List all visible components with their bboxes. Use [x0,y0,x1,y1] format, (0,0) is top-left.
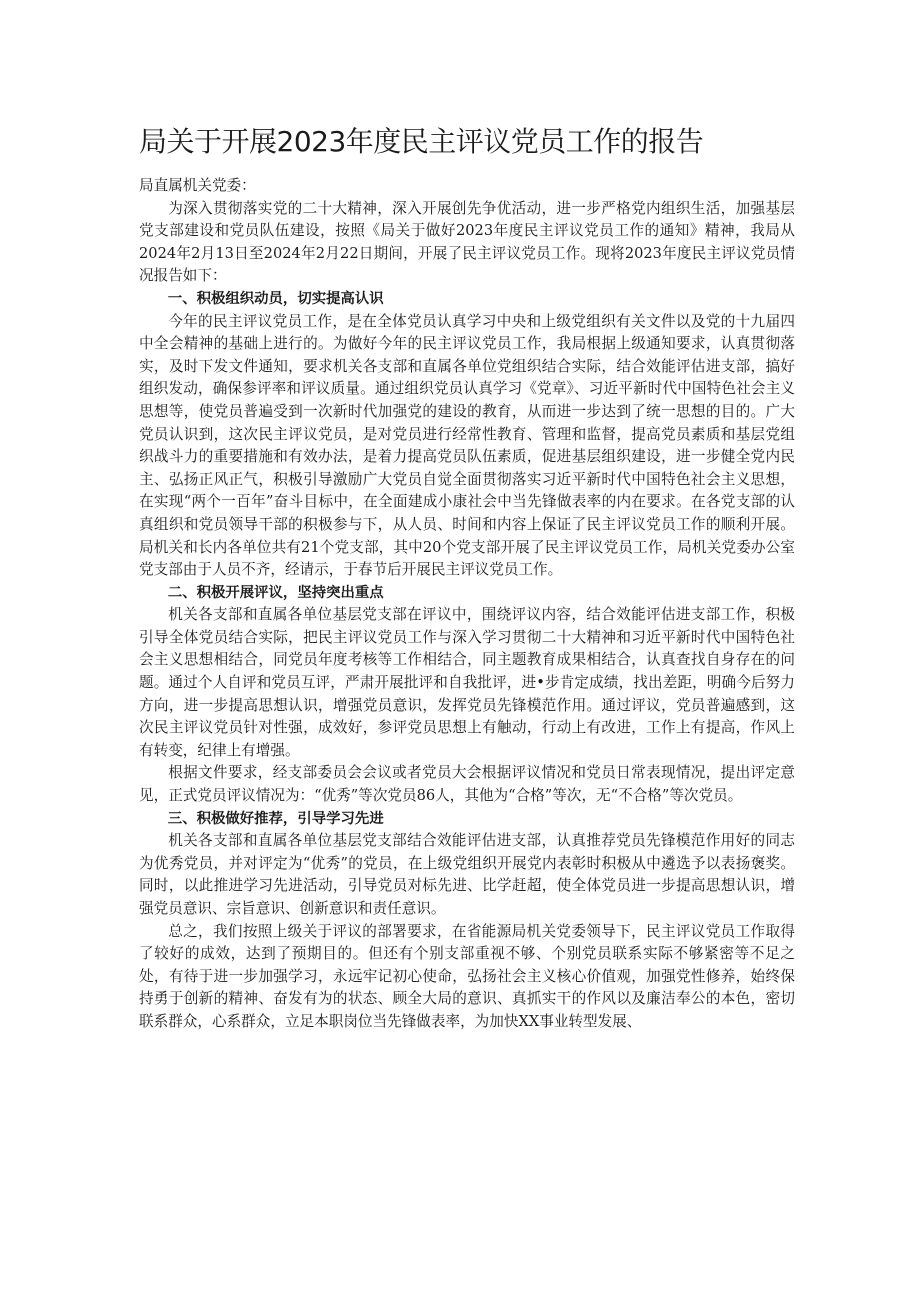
document-title: 局关于开展2023年度民主评议党员工作的报告 [139,125,704,158]
intro-paragraph: 为深入贯彻落实党的二十大精神，深入开展创先争优活动，进一步严格党内组织生活，加强基层党支部建设和党员队伍建设，按照《局关于做好2023年度民主评议党员工作的通知》精神，我局从2024年2月13日至2024年2月22日期间，开展了民主评议党员工作。现将2023年度民主评议党员情况报告如下： [139,199,795,285]
conclusion-paragraph: 总之，我们按照上级关于评议的部署要求，在省能源局机关党委领导下，民主评议党员工作取得了较好的成效，达到了预期目的。但还有个别支部重视不够、个别党员联系实际不够紧密等不足之处，有待于进一步加强学习，永远牢记初心使命，弘扬社会主义核心价值观，加强党性修养，始终保持勇于创新的精神、奋发有为的状态、顾全大局的意识、真抓实干的作风以及廉洁奉公的本色，密切联系群众，心系群众，立足本职岗位当先锋做表率，为加快XX事业转型发展、 [139,922,795,1030]
section-1-paragraph: 今年的民主评议党员工作，是在全体党员认真学习中央和上级党组织有关文件以及党的十九届四中全会精神的基础上进行的。为做好今年的民主评议党员工作，我局根据上级通知要求，认真贯彻落实，及时下发文件通知，要求机关各支部和直属各单位党组织结合实际，结合效能评估进支部，搞好组织发动，确保参评率和评议质量。通过组织党员认真学习《党章》、习近平新时代中国特色社会主义思想等，使党员普遍受到一次新时代加强党的建设的教育，从而进一步达到了统一思想的目的。广大党员认识到，这次民主评议党员，是对党员进行经常性教育、管理和监督，提高党员素质和基层党组织战斗力的重要措施和有效办法，是着力提高党员队伍素质，促进基层组织建设，进一步健全党内民主、弘扬正风正气，积极引导激励广大党员自觉全面贯彻落实习近平新时代中国特色社会主义思想，在实现“两个一百年”奋斗目标中，在全面建成小康社会中当先锋做表率的内在要求。在各党支部的认真组织和党员领导干部的积极参与下，从人员、时间和内容上保证了民主评议党员工作的顺利开展。局机关和长内各单位共有21个党支部，其中20个党支部开展了民主评议党员工作，局机关党委办公室党支部由于人员不齐，经请示，于春节后开展民主评议党员工作。 [139,312,795,579]
section-2-heading: 二、积极开展评议，坚持突出重点 [167,584,384,601]
section-3-paragraph: 机关各支部和直属各单位基层党支部结合效能评估进支部，认真推荐党员先锋模范作用好的同志为优秀党员，并对评定为“优秀”的党员，在上级党组织开展党内表彰时积极从中遴选予以表扬褒奖。同时，以此推进学习先进活动，引导党员对标先进、比学赶超，使全体党员进一步提高思想认识，增强党员意识、宗旨意识、创新意识和责任意识。 [139,832,795,917]
section-2-paragraph-2: 根据文件要求，经支部委员会会议或者党员大会根据评议情况和党员日常表现情况，提出评定意见，正式党员评议情况为：“优秀”等次党员86人，其他为“合格”等次，无“不合格”等次党员。 [139,764,795,805]
document-body [139,175,795,1034]
section-3-heading: 三、积极做好推荐，引导学习先进 [167,810,384,827]
salutation: 局直属机关党委： [139,177,256,194]
section-2-paragraph-1: 机关各支部和直属各单位基层党支部在评议中，围绕评议内容，结合效能评估进支部工作，积极引导全体党员结合实际，把民主评议党员工作与深入学习贯彻二十大精神和习近平新时代中国特色社会主义思想相结合，同党员年度考核等工作相结合，同主题教育成果相结合，认真查找自身存在的问题。通过个人自评和党员互评，严肃开展批评和自我批评，进•步肯定成绩，找出差距，明确今后努力方向，进一步提高思想认识，增强党员意识，发挥党员先锋模范作用。通过评议，党员普遍感到，这次民主评议党员针对性强，成效好，参评党员思想上有触动，行动上有改进，工作上有提高，作风上有转变，纪律上有增强。 [139,606,795,759]
section-1-heading: 一、积极组织动员，切实提高认识 [167,290,384,307]
